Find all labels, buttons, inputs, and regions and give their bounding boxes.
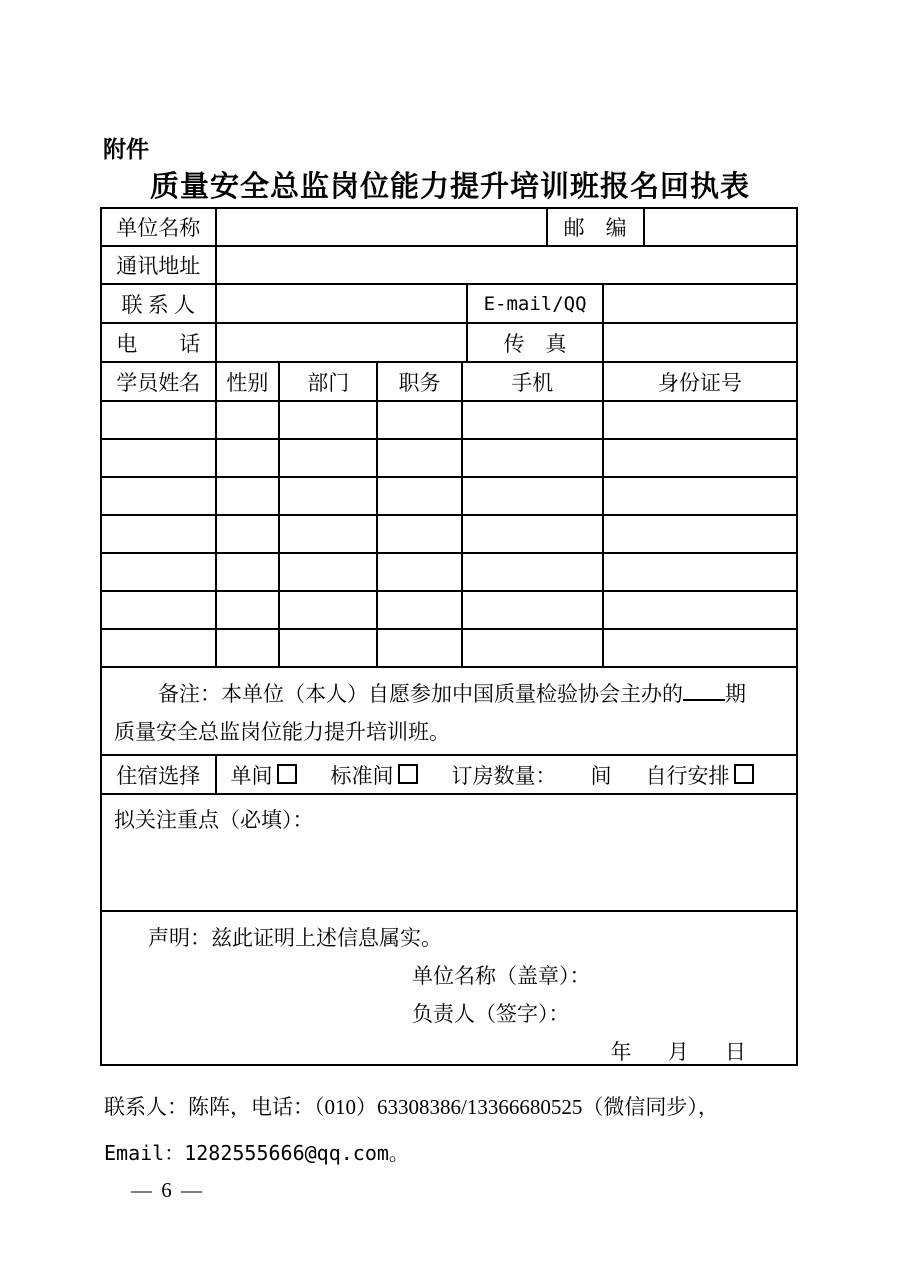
postal-code-value-cell [645, 209, 796, 245]
address-row [102, 247, 796, 285]
email-qq-value-cell [604, 285, 796, 322]
student-empty-cell [378, 402, 463, 438]
student-empty-row [102, 440, 796, 478]
footer-contact-line: 联系人：陈阵，电话：（010）63308386/13366680525（微信同步）， [104, 1095, 719, 1119]
accommodation-row [102, 756, 796, 795]
declaration-cell [102, 912, 796, 1064]
attachment-label: 附件 [103, 136, 149, 162]
remark-cell [102, 668, 796, 754]
option-standard-room [331, 760, 418, 790]
registration-form-table [100, 207, 798, 1066]
date-month-label: 月 [667, 1040, 689, 1064]
fax-label: 传 真 [468, 324, 605, 361]
student-empty-cell [102, 516, 217, 552]
department-header: 部门 [280, 363, 378, 400]
declaration-row [102, 912, 796, 1064]
student-empty-cell [463, 402, 604, 438]
student-empty-cell [280, 478, 378, 514]
student-empty-cell [217, 630, 281, 666]
option-self-arrange [646, 760, 754, 790]
mobile-header: 手机 [463, 363, 604, 400]
student-empty-cell [378, 592, 463, 628]
self-arrange-checkbox [734, 764, 754, 784]
footer-contact-info [104, 1084, 804, 1176]
option-single-room [231, 760, 297, 790]
student-empty-cell [217, 554, 281, 590]
focus-cell [102, 795, 796, 910]
remark-row [102, 668, 796, 756]
student-empty-row [102, 402, 796, 440]
unit-name-label: 单位名称 [102, 209, 217, 245]
unit-name-value-cell [217, 209, 548, 245]
phone-label: 电 话 [102, 324, 217, 361]
student-empty-cell [102, 592, 217, 628]
student-empty-cell [378, 478, 463, 514]
student-empty-row [102, 516, 796, 554]
student-empty-cell [604, 478, 796, 514]
remark-text-prefix: 备注：本单位（本人）自愿参加中国质量检验协会主办的 [158, 682, 683, 706]
student-empty-cell [102, 402, 217, 438]
remark-blank-line [683, 675, 725, 701]
page-title: 质量安全总监岗位能力提升培训班报名回执表 [149, 171, 750, 203]
student-empty-cell [217, 402, 281, 438]
booking-quantity-label: 订房数量： [451, 763, 557, 788]
address-label: 通讯地址 [102, 247, 217, 283]
date-day-label: 日 [725, 1040, 746, 1064]
student-empty-cell [604, 402, 796, 438]
student-empty-cell [280, 630, 378, 666]
focus-row [102, 795, 796, 912]
position-header: 职务 [378, 363, 463, 400]
student-empty-row [102, 554, 796, 592]
student-empty-row [102, 592, 796, 630]
unit-name-row [102, 209, 796, 247]
student-empty-cell [280, 554, 378, 590]
signer-label: 负责人（签字）： [412, 1002, 570, 1026]
option-standard-room-label: 标准间 [330, 763, 394, 788]
date-line [102, 1033, 796, 1071]
student-empty-cell [280, 516, 378, 552]
student-empty-cell [378, 554, 463, 590]
option-single-room-label: 单间 [230, 763, 273, 788]
unit-seal-label: 单位名称（盖章）： [412, 964, 591, 988]
accommodation-label: 住宿选择 [102, 756, 217, 793]
remark-line1 [114, 675, 784, 713]
gender-header: 性别 [217, 363, 281, 400]
student-empty-row [102, 630, 796, 668]
student-empty-cell [102, 478, 217, 514]
contact-value-cell [217, 285, 468, 322]
student-empty-cell [463, 592, 604, 628]
contact-label: 联 系 人 [102, 285, 217, 322]
accommodation-options-cell [217, 756, 797, 793]
phone-value-cell [217, 324, 468, 361]
postal-code-label: 邮 编 [548, 209, 645, 245]
student-empty-rows [102, 402, 796, 668]
student-empty-cell [378, 516, 463, 552]
email-qq-label: E-mail/QQ [468, 285, 605, 322]
booking-quantity-unit: 间 [590, 763, 612, 788]
student-empty-cell [280, 592, 378, 628]
footer-email-line: Email：1282555666@qq.com。 [104, 1141, 409, 1165]
student-header-row [102, 363, 796, 402]
student-empty-cell [378, 630, 463, 666]
student-empty-cell [463, 630, 604, 666]
option-self-arrange-label: 自行安排 [645, 763, 730, 788]
student-empty-cell [463, 516, 604, 552]
student-empty-cell [217, 478, 281, 514]
remark-text-suffix: 期 [725, 682, 746, 706]
student-empty-cell [604, 630, 796, 666]
student-empty-cell [280, 402, 378, 438]
fax-value-cell [604, 324, 796, 361]
student-empty-cell [280, 440, 378, 476]
phone-row [102, 324, 796, 363]
contact-row [102, 285, 796, 324]
student-empty-cell [217, 516, 281, 552]
student-empty-row [102, 478, 796, 516]
standard-room-checkbox [398, 764, 418, 784]
student-empty-cell [217, 440, 281, 476]
student-name-header: 学员姓名 [102, 363, 217, 400]
single-room-checkbox [277, 764, 297, 784]
student-empty-cell [604, 440, 796, 476]
student-empty-cell [463, 554, 604, 590]
student-empty-cell [463, 440, 604, 476]
student-empty-cell [604, 554, 796, 590]
student-empty-cell [604, 592, 796, 628]
remark-line2: 质量安全总监岗位能力提升培训班。 [114, 720, 450, 744]
id-number-header: 身份证号 [657, 370, 742, 395]
declaration-statement: 声明：兹此证明上述信息属实。 [148, 926, 442, 950]
student-empty-cell [604, 516, 796, 552]
page-number: — 6 — [131, 1178, 204, 1202]
student-empty-cell [102, 440, 217, 476]
student-empty-cell [463, 478, 604, 514]
address-value-cell [217, 247, 797, 283]
student-empty-cell [217, 592, 281, 628]
student-empty-cell [102, 630, 217, 666]
focus-label: 拟关注重点（必填）： [114, 808, 314, 832]
student-empty-cell [102, 554, 217, 590]
date-year-label: 年 [610, 1040, 632, 1064]
student-empty-cell [378, 440, 463, 476]
